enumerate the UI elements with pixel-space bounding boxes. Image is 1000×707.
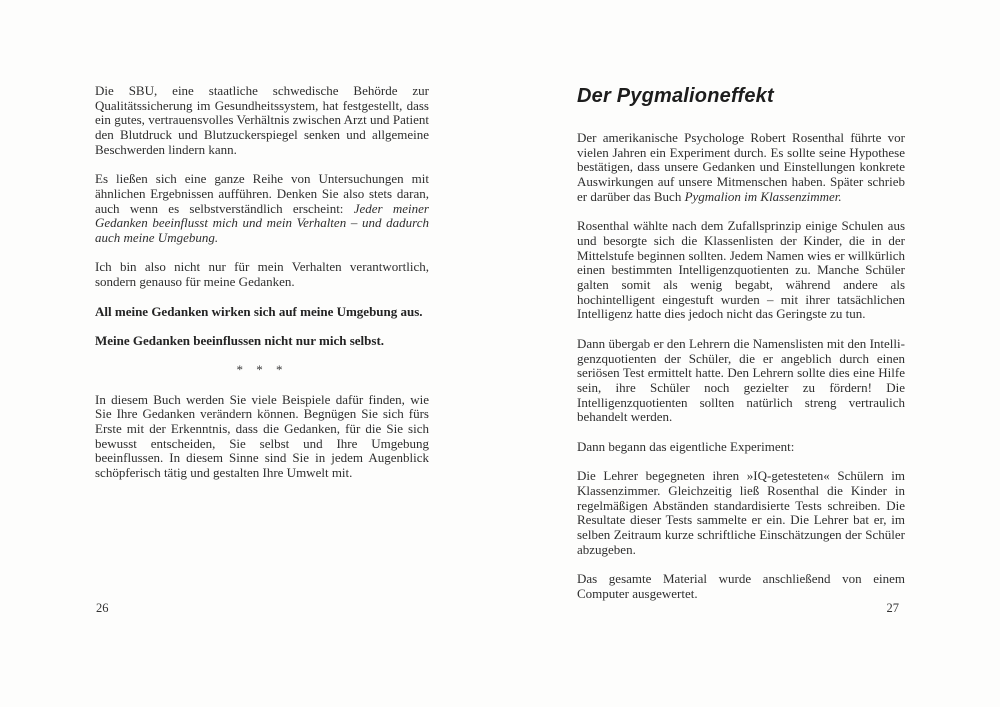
right-paragraph-4: Dann begann das eigentliche Experiment: bbox=[577, 438, 795, 454]
right-paragraph-2: Rosenthal wählte nach dem Zufallsprinzip einige Schulen aus und besorgte sich die Klassenlisten der Kinder, die in der Mittelstufe beginnen sollten. Jedem Namen wies er willkürlich einen bestimmten Intelligenzquotienten zu. Manche Schüler galten somit als wenig begabt, während andere als hochintelligent eingestuft wurden – mit ihrer tatsächlichen Intelligenz hatte dies jedoch nicht das Geringste zu tun. bbox=[577, 218, 905, 322]
asterisk-separator: * * * bbox=[236, 362, 288, 378]
chapter-heading: Der Pygmalioneffekt bbox=[577, 85, 774, 107]
right-page-text-column bbox=[577, 84, 905, 616]
left-page-text-column bbox=[95, 84, 429, 496]
right-paragraph-6: Das gesamte Material wurde anschließend von einem Computer ausgewertet. bbox=[577, 571, 905, 601]
page-number-left: 26 bbox=[96, 601, 109, 615]
right-paragraph-5: Die Lehrer begegneten ihren »IQ-getesteten« Schülern im Klassenzimmer. Gleichzeitig ließ Rosenthal die Kinder in regelmäßigen Abständen standardisierte Tests schreiben. Die Resultate dieser Tests sammelte er ein. Die Lehrer bat er, im selben Zeitraum kurze schriftliche Einschätzungen der Schüler abzugeben. bbox=[577, 468, 905, 557]
left-paragraph-1: Die SBU, eine staatliche schwedische Behörde zur Qualitätssicherung im Gesundheitssystem, hat festgestellt, dass ein gutes, vertrauensvolles Verhältnis zwischen Arzt und Patient den Blutdruck und Blutzuckerspiegel senken und allgemeine Beschwerden lindern kann. bbox=[95, 83, 429, 157]
left-paragraph-4: In diesem Buch werden Sie viele Beispiele dafür finden, wie Sie Ihre Gedanken verändern können. Begnügen Sie sich fürs Erste mit der Erkenntnis, dass die Gedanken, für die Sie sich bewusst entscheiden, Sie selbst und Ihre Umgebung beeinflussen. In diesem Sinne sind Sie in jedem Augenblick schöpferisch tätig und gestalten Ihre Umwelt mit. bbox=[95, 391, 429, 481]
left-paragraph-2 bbox=[95, 172, 429, 246]
right-paragraph-3: Dann übergab er den Lehrern die Namenslisten mit den Intelligenzquotienten der Schüler, die er angeblich durch einen seriösen Test ermittelt hatte. Den Lehrern sollte dies eine Hilfe sein, ihre Schüler noch gezielter zu fördern! Die Intelligenzquotienten sollten natürlich streng vertraulich behandelt werden. bbox=[577, 335, 905, 425]
right-paragraph-1 bbox=[577, 131, 905, 205]
page-number-right: 27 bbox=[886, 601, 899, 615]
left-bold-statement-1: All meine Gedanken wirken sich auf meine Umgebung aus. bbox=[95, 303, 423, 319]
right-paragraph-1-italic-run: Pygmalion im Klassenzimmer. bbox=[684, 188, 842, 204]
left-bold-statement-2: Meine Gedanken beeinflussen nicht nur mich selbst. bbox=[95, 332, 385, 348]
left-paragraph-3: Ich bin also nicht nur für mein Verhalten verantwortlich, sondern genauso für meine Gedanken. bbox=[95, 259, 429, 290]
left-paragraph-2-normal-run: Es ließen sich eine ganze Reihe von Untersuchungen mit ähnlichen Ergebnissen aufführen. Denken Sie also stets daran, auch wenn es selbstverständlich erscheint: bbox=[95, 171, 429, 216]
left-paragraph-2-italic-run: Jeder meiner Gedanken beeinflusst mich und mein Verhalten – und dadurch auch meine Umgebung. bbox=[95, 200, 429, 246]
right-paragraph-1-normal-run: Der amerikanische Psychologe Robert Rosenthal führte vor vielen Jahren ein Experiment durch. Es sollte seine Hypothese bestätigen, dass unsere Gedanken und Einstellungen konkrete Auswirkungen auf unsere Mitmenschen haben. Später schrieb er darüber das Buch bbox=[577, 130, 905, 204]
